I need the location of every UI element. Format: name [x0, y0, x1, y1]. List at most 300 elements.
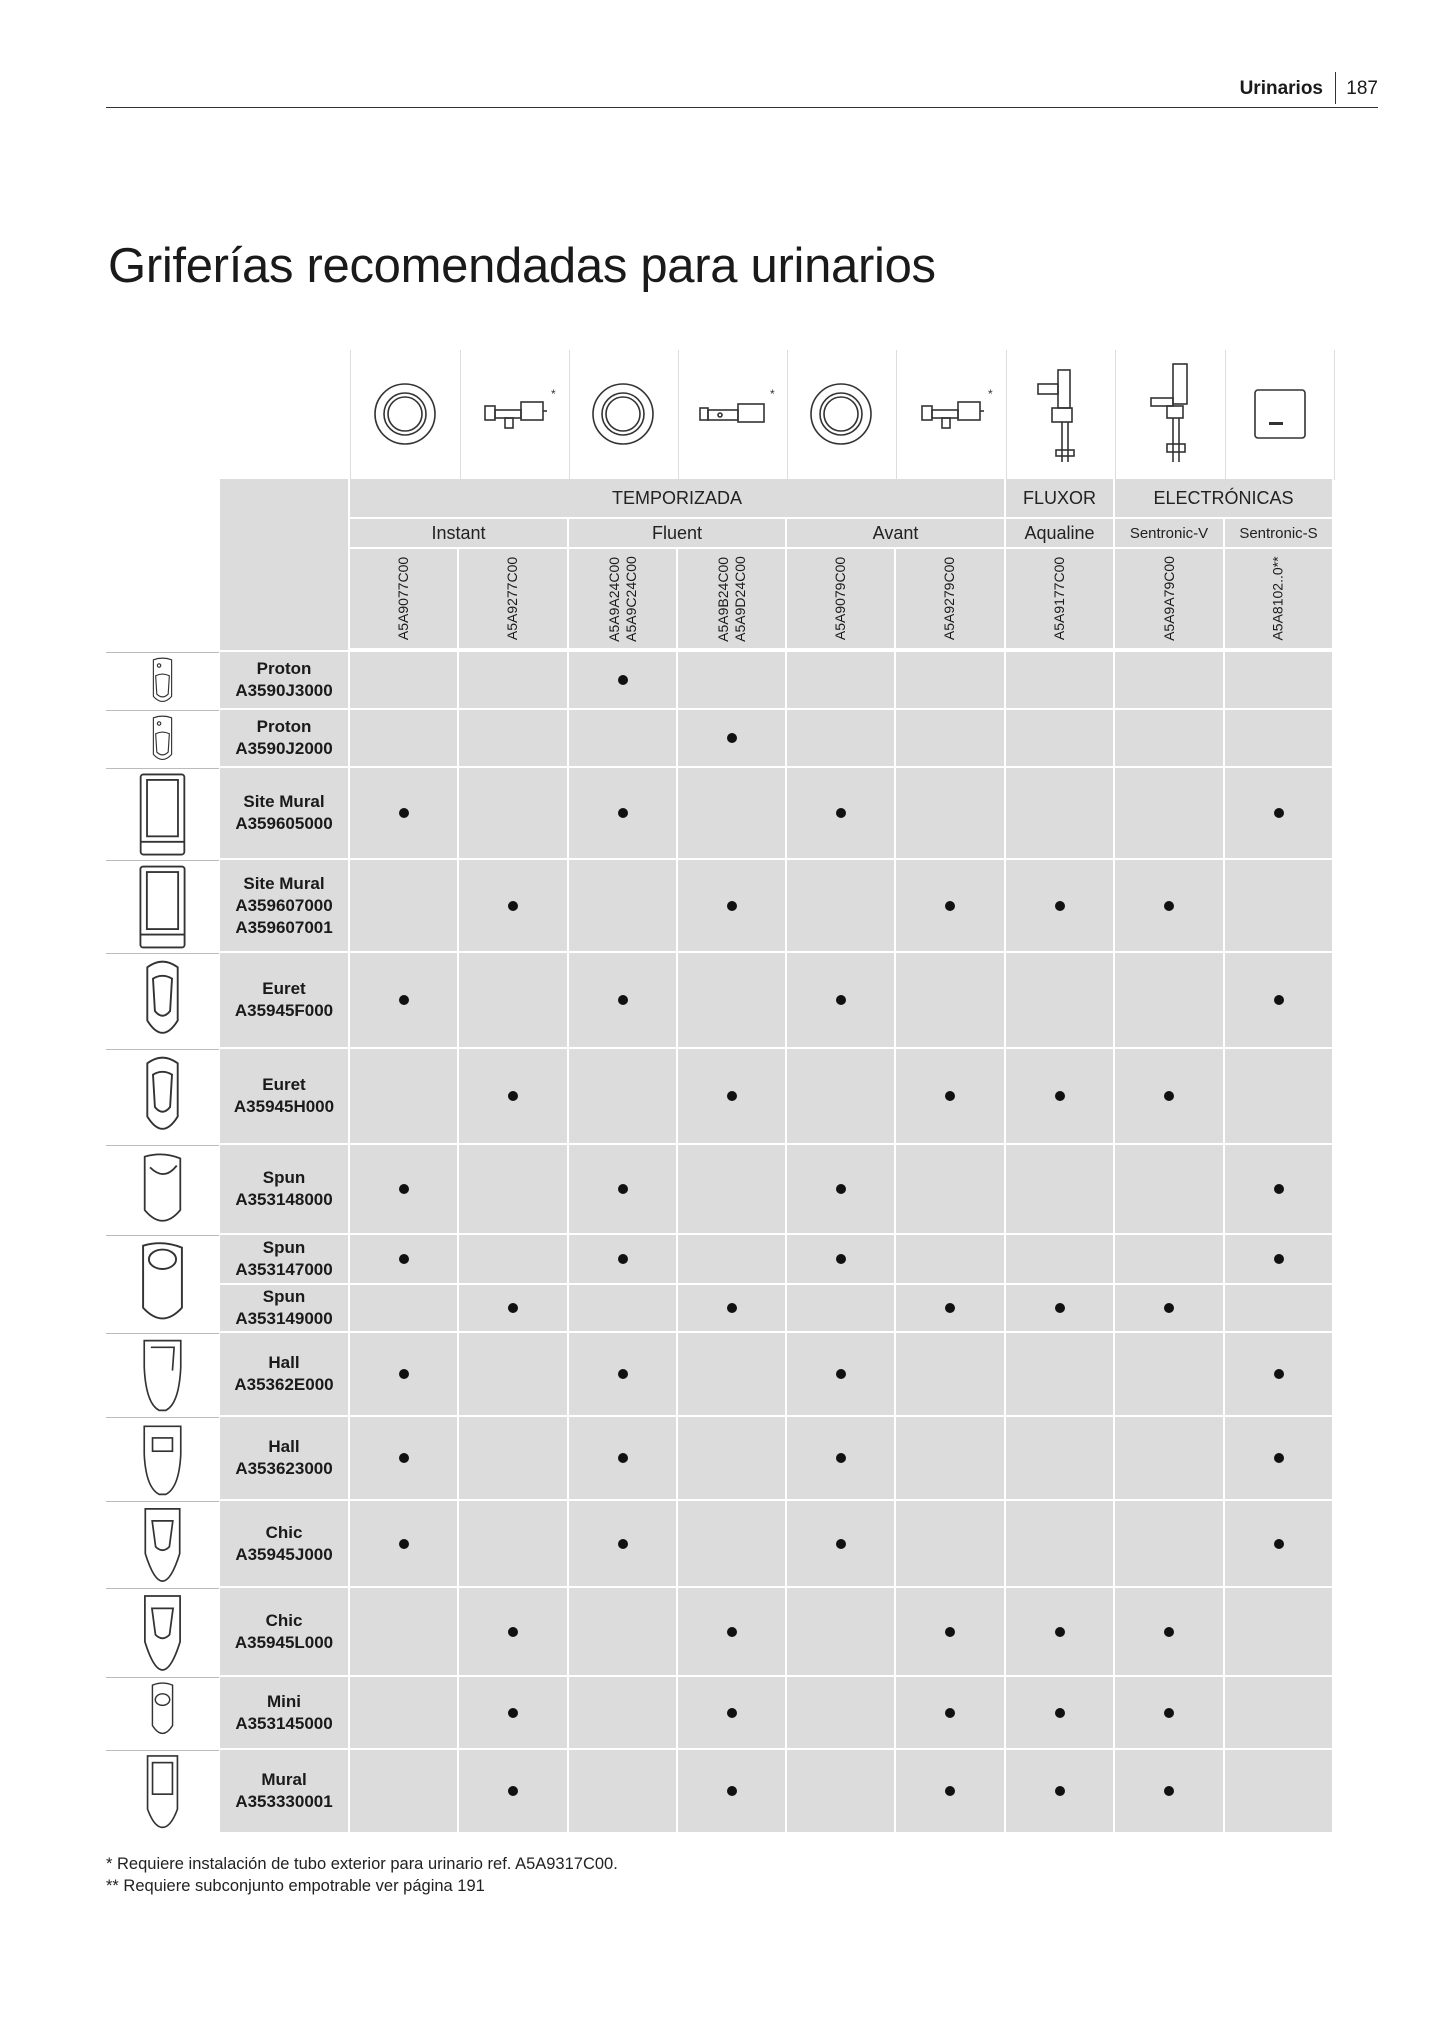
- product-code-header: [1006, 549, 1113, 648]
- compat-cell: [787, 1677, 894, 1748]
- row-label: [220, 1501, 348, 1586]
- model-reference: A35945F000: [234, 1001, 334, 1020]
- product-code-header: [896, 549, 1004, 648]
- model-name: Mini: [267, 1691, 301, 1711]
- compat-cell: [1006, 652, 1113, 708]
- compat-cell: [1006, 1285, 1113, 1331]
- compat-cell: [459, 1417, 567, 1499]
- compat-cell: [678, 1501, 785, 1586]
- compat-cell: [459, 710, 567, 766]
- product-code: A5A9A79C00: [1160, 556, 1177, 641]
- euret-urinal-icon: [106, 1049, 219, 1145]
- compat-cell: [1115, 768, 1223, 858]
- page-header: [106, 70, 1378, 108]
- product-code: A5A8102..0**: [1269, 556, 1286, 641]
- compatible-dot-icon: [945, 1303, 955, 1313]
- compat-cell: [569, 652, 676, 708]
- model-reference: A353623000: [235, 1459, 333, 1478]
- compat-cell: [1115, 1677, 1223, 1748]
- row-label: [220, 1417, 348, 1499]
- compat-cell: [787, 710, 894, 766]
- compatible-dot-icon: [508, 1786, 518, 1796]
- round-push-plate-icon: [787, 350, 897, 480]
- compatible-dot-icon: [836, 808, 846, 818]
- compat-cell: [1115, 953, 1223, 1047]
- euret-urinal-icon: [106, 953, 219, 1049]
- compat-cell: [787, 1588, 894, 1675]
- compat-cell: [1006, 1588, 1113, 1675]
- compat-cell: [1115, 1501, 1223, 1586]
- compatible-dot-icon: [945, 1627, 955, 1637]
- compat-cell: [896, 1417, 1004, 1499]
- row-label: [220, 710, 348, 766]
- compat-cell: [678, 1285, 785, 1331]
- compat-cell: [350, 1750, 457, 1832]
- compat-cell: [1115, 652, 1223, 708]
- compat-cell: [459, 860, 567, 951]
- model-name: Hall: [268, 1437, 300, 1456]
- model-reference: A353148000: [235, 1190, 333, 1209]
- subgroup-header-label: Aqualine: [1024, 522, 1095, 543]
- compat-cell: [350, 1333, 457, 1415]
- hall-open-urinal-icon: [106, 1417, 219, 1501]
- compatible-dot-icon: [1055, 1708, 1065, 1718]
- round-push-plate-icon: [350, 350, 461, 480]
- compat-cell: [1225, 860, 1332, 951]
- compat-cell: [678, 768, 785, 858]
- compatible-dot-icon: [618, 808, 628, 818]
- compatible-dot-icon: [1055, 1091, 1065, 1101]
- group-header-label: TEMPORIZADA: [611, 487, 742, 508]
- compat-cell: [569, 1145, 676, 1233]
- product-code: A5A9079C00: [831, 556, 848, 641]
- compat-cell: [350, 1235, 457, 1283]
- product-code: A5A9277C00: [504, 556, 521, 641]
- compat-cell: [1115, 1333, 1223, 1415]
- compat-cell: [678, 1677, 785, 1748]
- compatible-dot-icon: [1274, 1254, 1284, 1264]
- site-mural-urinal-icon: [106, 860, 219, 953]
- row-label: [220, 652, 348, 708]
- compat-cell: [459, 1501, 567, 1586]
- compat-cell: [1115, 860, 1223, 951]
- compat-cell: [678, 860, 785, 951]
- model-reference: A35362E000: [234, 1375, 334, 1394]
- compatible-dot-icon: [836, 1184, 846, 1194]
- compat-cell: [1225, 1235, 1332, 1283]
- compat-cell: [350, 1049, 457, 1143]
- compat-cell: [350, 1588, 457, 1675]
- product-code-text: [1161, 556, 1178, 641]
- product-code: A5A9A24C00: [605, 556, 622, 642]
- compat-cell: [787, 1750, 894, 1832]
- compat-cell: [787, 1501, 894, 1586]
- compat-cell: [569, 768, 676, 858]
- compat-cell: [1115, 1750, 1223, 1832]
- model-reference: A359607000: [235, 895, 333, 915]
- model-name: Hall: [268, 1353, 300, 1372]
- sensor-valve-icon: [1115, 350, 1226, 480]
- compat-cell: [569, 860, 676, 951]
- compat-cell: [787, 860, 894, 951]
- compat-cell: [1115, 710, 1223, 766]
- concealed-valve-icon: [896, 350, 1007, 480]
- compat-cell: [678, 652, 785, 708]
- group-header: [1006, 479, 1113, 517]
- model-name: Spun: [262, 1287, 306, 1306]
- compat-cell: [350, 1417, 457, 1499]
- compatible-dot-icon: [618, 1453, 628, 1463]
- product-code-text: [1270, 556, 1287, 640]
- product-code: A5A9177C00: [1050, 556, 1067, 641]
- model-name: Proton: [256, 717, 312, 736]
- compatible-dot-icon: [508, 901, 518, 911]
- subgroup-header: [1115, 519, 1223, 547]
- compat-cell: [459, 1049, 567, 1143]
- compat-cell: [896, 1588, 1004, 1675]
- compat-cell: [569, 1677, 676, 1748]
- compat-cell: [896, 768, 1004, 858]
- compat-cell: [569, 953, 676, 1047]
- faucet-icon-strip: [350, 350, 1336, 480]
- compatible-dot-icon: [1164, 1303, 1174, 1313]
- model-reference: A353330001: [235, 1792, 333, 1811]
- concealed-valve-icon: [459, 350, 570, 480]
- compat-cell: [896, 1750, 1004, 1832]
- compatible-dot-icon: [1274, 995, 1284, 1005]
- compat-cell: [1006, 1501, 1113, 1586]
- compat-cell: [459, 1285, 567, 1331]
- compatible-dot-icon: [399, 808, 409, 818]
- compat-cell: [459, 1235, 567, 1283]
- model-name: Mural: [261, 1770, 307, 1789]
- model-name: Site Mural: [243, 792, 325, 811]
- row-label: [220, 1235, 348, 1283]
- subgroup-header-label: Fluent: [651, 522, 703, 543]
- compat-cell: [569, 1333, 676, 1415]
- subgroup-header-label: Sentronic-V: [1129, 524, 1209, 542]
- page-title: Griferías recomendadas para urinarios: [108, 239, 936, 293]
- compat-cell: [459, 1677, 567, 1748]
- compat-cell: [787, 1417, 894, 1499]
- compatible-dot-icon: [1164, 1627, 1174, 1637]
- compat-cell: [1006, 1145, 1113, 1233]
- compat-cell: [459, 1750, 567, 1832]
- model-reference: A3590J2000: [235, 739, 333, 758]
- compatible-dot-icon: [1055, 1786, 1065, 1796]
- compat-cell: [1225, 1049, 1332, 1143]
- compatible-dot-icon: [727, 1708, 737, 1718]
- compatible-dot-icon: [1164, 1708, 1174, 1718]
- compatible-dot-icon: [399, 1453, 409, 1463]
- compat-cell: [350, 1501, 457, 1586]
- compatible-dot-icon: [945, 1708, 955, 1718]
- compat-cell: [787, 1049, 894, 1143]
- compatible-dot-icon: [618, 1539, 628, 1549]
- model-reference: A35945H000: [233, 1097, 335, 1116]
- svg-text:*: *: [770, 387, 775, 401]
- compat-cell: [896, 710, 1004, 766]
- compat-cell: [569, 1235, 676, 1283]
- compatible-dot-icon: [1274, 808, 1284, 818]
- compat-cell: [1115, 1049, 1223, 1143]
- compat-cell: [459, 1588, 567, 1675]
- compat-cell: [569, 710, 676, 766]
- compat-cell: [350, 652, 457, 708]
- compatible-dot-icon: [1274, 1453, 1284, 1463]
- compatible-dot-icon: [618, 995, 628, 1005]
- compat-cell: [896, 1501, 1004, 1586]
- footnotes: [106, 1853, 618, 1897]
- compat-cell: [1225, 1285, 1332, 1331]
- row-label: [220, 1750, 348, 1832]
- compat-cell: [678, 953, 785, 1047]
- compat-cell: [1225, 1588, 1332, 1675]
- product-code: A5A9077C00: [394, 556, 411, 641]
- compatible-dot-icon: [399, 1539, 409, 1549]
- model-name: Proton: [256, 659, 312, 678]
- compatible-dot-icon: [399, 1184, 409, 1194]
- compatible-dot-icon: [618, 675, 628, 685]
- compat-cell: [350, 1677, 457, 1748]
- compatible-dot-icon: [508, 1708, 518, 1718]
- spun-urinal-icon: [106, 1145, 219, 1235]
- model-reference: A35945L000: [234, 1632, 334, 1652]
- compatible-dot-icon: [1055, 1303, 1065, 1313]
- compat-cell: [787, 652, 894, 708]
- compatible-dot-icon: [1274, 1369, 1284, 1379]
- product-code-header: [787, 549, 894, 648]
- compat-cell: [896, 1235, 1004, 1283]
- compat-cell: [350, 1145, 457, 1233]
- row-label: [220, 1049, 348, 1143]
- compat-cell: [569, 1501, 676, 1586]
- compatible-dot-icon: [727, 1786, 737, 1796]
- group-header: [1115, 479, 1332, 517]
- compat-cell: [1006, 768, 1113, 858]
- row-label: [220, 1588, 348, 1675]
- product-code: A5A9279C00: [941, 556, 958, 641]
- page-number: 187: [1346, 78, 1378, 99]
- product-code-text: [504, 557, 521, 640]
- compatible-dot-icon: [1274, 1539, 1284, 1549]
- compat-cell: [569, 1588, 676, 1675]
- product-code-text: [832, 557, 849, 640]
- product-code-header: [569, 549, 676, 648]
- compat-cell: [1006, 1677, 1113, 1748]
- compat-cell: [896, 1285, 1004, 1331]
- mural-urinal-icon: [106, 1750, 219, 1834]
- compat-cell: [1006, 1417, 1113, 1499]
- proton-urinal-icon: [106, 652, 219, 710]
- compat-cell: [350, 860, 457, 951]
- header-blank: [220, 479, 348, 650]
- compat-cell: [1115, 1145, 1223, 1233]
- compat-cell: [350, 768, 457, 858]
- chic-urinal-icon: [106, 1588, 219, 1677]
- site-mural-urinal-icon: [106, 768, 219, 860]
- product-code-text: [715, 556, 749, 642]
- compat-cell: [678, 1333, 785, 1415]
- compat-cell: [1006, 1235, 1113, 1283]
- row-label: [220, 1333, 348, 1415]
- compatible-dot-icon: [508, 1303, 518, 1313]
- compat-cell: [896, 1677, 1004, 1748]
- product-code-header: [678, 549, 785, 648]
- compatible-dot-icon: [618, 1254, 628, 1264]
- compatible-dot-icon: [1164, 901, 1174, 911]
- compatible-dot-icon: [1164, 1091, 1174, 1101]
- compatible-dot-icon: [618, 1369, 628, 1379]
- compat-cell: [1225, 1417, 1332, 1499]
- model-name: Euret: [262, 979, 306, 998]
- compatible-dot-icon: [508, 1627, 518, 1637]
- chic-urinal-icon: [106, 1501, 219, 1588]
- compatible-dot-icon: [945, 1786, 955, 1796]
- compat-cell: [459, 1145, 567, 1233]
- flush-valve-icon: [1006, 350, 1116, 480]
- model-reference: A359605000: [235, 814, 333, 833]
- compatible-dot-icon: [399, 1369, 409, 1379]
- compat-cell: [896, 953, 1004, 1047]
- compatible-dot-icon: [727, 733, 737, 743]
- compat-cell: [1006, 1049, 1113, 1143]
- compatible-dot-icon: [945, 1091, 955, 1101]
- subgroup-header-label: Avant: [872, 522, 919, 543]
- compat-cell: [1225, 953, 1332, 1047]
- compat-cell: [1225, 1145, 1332, 1233]
- product-code: A5A9B24C00: [714, 556, 731, 642]
- compat-cell: [678, 1235, 785, 1283]
- compatible-dot-icon: [836, 1453, 846, 1463]
- compat-cell: [1006, 710, 1113, 766]
- compat-cell: [1115, 1588, 1223, 1675]
- compat-cell: [1225, 768, 1332, 858]
- compatible-dot-icon: [727, 901, 737, 911]
- model-reference: A35945J000: [235, 1544, 333, 1564]
- model-name: Spun: [262, 1168, 306, 1187]
- compat-cell: [678, 1049, 785, 1143]
- footnote-2: ** Requiere subconjunto empotrable ver página 191: [106, 1877, 485, 1895]
- compat-cell: [1115, 1417, 1223, 1499]
- model-reference: A3590J3000: [235, 681, 333, 700]
- compat-cell: [350, 710, 457, 766]
- compatible-dot-icon: [727, 1091, 737, 1101]
- subgroup-header: [1225, 519, 1332, 547]
- compat-cell: [787, 1235, 894, 1283]
- compatible-dot-icon: [836, 995, 846, 1005]
- subgroup-header: [1006, 519, 1113, 547]
- compat-cell: [678, 710, 785, 766]
- product-code: A5A9C24C00: [622, 555, 639, 642]
- proton-urinal-icon: [106, 710, 219, 768]
- compat-cell: [1115, 1285, 1223, 1331]
- compatible-dot-icon: [836, 1369, 846, 1379]
- compatible-dot-icon: [945, 901, 955, 911]
- compat-cell: [1225, 710, 1332, 766]
- compat-cell: [896, 1049, 1004, 1143]
- group-header-label: ELECTRÓNICAS: [1153, 487, 1294, 508]
- compat-cell: [1225, 1501, 1332, 1586]
- compatible-dot-icon: [1274, 1184, 1284, 1194]
- subgroup-header: [350, 519, 567, 547]
- subgroup-header: [787, 519, 1004, 547]
- product-code-text: [606, 556, 640, 642]
- model-reference: A353149000: [235, 1309, 333, 1328]
- compatible-dot-icon: [836, 1539, 846, 1549]
- compatible-dot-icon: [727, 1303, 737, 1313]
- mini-urinal-icon: [106, 1677, 219, 1750]
- compat-cell: [1115, 1235, 1223, 1283]
- subgroup-header: [569, 519, 785, 547]
- row-label: [220, 768, 348, 858]
- footnote-1: * Requiere instalación de tubo exterior para urinario ref. A5A9317C00.: [106, 1855, 618, 1873]
- model-name: Chic: [265, 1610, 303, 1630]
- compat-cell: [787, 1333, 894, 1415]
- square-sensor-plate-icon: [1225, 350, 1335, 480]
- compat-cell: [1006, 953, 1113, 1047]
- compat-cell: [1225, 1677, 1332, 1748]
- compat-cell: [678, 1750, 785, 1832]
- compat-cell: [1006, 1333, 1113, 1415]
- model-name: Chic: [265, 1522, 303, 1542]
- row-label: [220, 953, 348, 1047]
- round-push-plate-icon: [569, 350, 679, 480]
- spun-open-urinal-icon: [106, 1235, 219, 1333]
- model-name: Site Mural: [243, 873, 325, 893]
- header-separator: [1335, 72, 1336, 104]
- hall-urinal-icon: [106, 1333, 219, 1417]
- group-header: [350, 479, 1004, 517]
- compatible-dot-icon: [508, 1091, 518, 1101]
- compat-cell: [569, 1049, 676, 1143]
- product-code-text: [395, 557, 412, 640]
- compatible-dot-icon: [727, 1627, 737, 1637]
- subgroup-header-label: Sentronic-S: [1239, 524, 1318, 542]
- compatible-dot-icon: [399, 995, 409, 1005]
- compat-cell: [787, 768, 894, 858]
- compat-cell: [1225, 1750, 1332, 1832]
- model-reference: A353147000: [235, 1260, 333, 1279]
- group-header-label: FLUXOR: [1022, 487, 1096, 508]
- compat-cell: [787, 953, 894, 1047]
- compat-cell: [1006, 860, 1113, 951]
- svg-text:*: *: [988, 387, 993, 401]
- svg-text:*: *: [551, 387, 556, 401]
- compat-cell: [1225, 1333, 1332, 1415]
- compatible-dot-icon: [836, 1254, 846, 1264]
- product-code-text: [1051, 557, 1068, 640]
- compat-cell: [787, 1285, 894, 1331]
- compat-cell: [459, 768, 567, 858]
- compat-cell: [896, 652, 1004, 708]
- compatible-dot-icon: [1055, 901, 1065, 911]
- model-reference: A359607001: [235, 917, 333, 937]
- compat-cell: [896, 1333, 1004, 1415]
- row-label: [220, 1145, 348, 1233]
- product-code-header: [1115, 549, 1223, 648]
- compat-cell: [459, 953, 567, 1047]
- compat-cell: [678, 1145, 785, 1233]
- compat-cell: [1006, 1750, 1113, 1832]
- compat-cell: [678, 1417, 785, 1499]
- product-code-header: [459, 549, 567, 648]
- compatible-dot-icon: [399, 1254, 409, 1264]
- compat-cell: [787, 1145, 894, 1233]
- compat-cell: [1225, 652, 1332, 708]
- compat-cell: [459, 652, 567, 708]
- compat-cell: [350, 953, 457, 1047]
